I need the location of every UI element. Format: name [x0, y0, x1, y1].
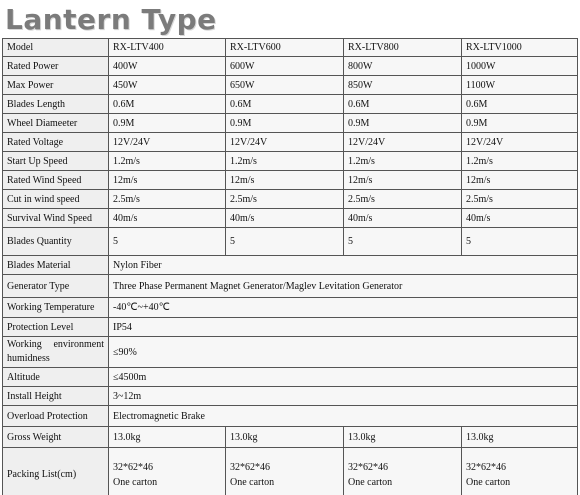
table-cell: 5 [226, 228, 344, 256]
table-row-gross-weight [3, 427, 578, 448]
table-row-shared [3, 275, 578, 298]
table-row-shared [3, 387, 578, 406]
model-name: RX-LTV600 [226, 39, 344, 57]
table-row [3, 133, 578, 152]
table-row [3, 228, 578, 256]
table-cell: 1.2m/s [462, 152, 578, 171]
row-label: Working Temperature [3, 298, 109, 318]
packing-cell [226, 448, 344, 495]
table-cell: 12m/s [344, 171, 462, 190]
table-row-model [3, 39, 578, 57]
table-cell: 1.2m/s [344, 152, 462, 171]
table-cell: 13.0kg [109, 427, 226, 448]
row-label: Rated Wind Speed [3, 171, 109, 190]
table-cell: 2.5m/s [344, 190, 462, 209]
row-label: Start Up Speed [3, 152, 109, 171]
table-cell: 400W [109, 57, 226, 76]
table-row-packing [3, 448, 578, 495]
packing-cell [109, 448, 226, 495]
table-row-shared [3, 337, 578, 368]
table-cell: 13.0kg [344, 427, 462, 448]
model-name: RX-LTV1000 [462, 39, 578, 57]
table-cell: 5 [462, 228, 578, 256]
table-cell: 40m/s [109, 209, 226, 228]
shared-value: Nylon Fiber [109, 256, 578, 275]
shared-value: Electromagnetic Brake [109, 406, 578, 427]
table-cell: 40m/s [226, 209, 344, 228]
table-cell: 450W [109, 76, 226, 95]
table-row-shared [3, 406, 578, 427]
packing-carton: One carton [113, 476, 158, 488]
table-cell: 1100W [462, 76, 578, 95]
packing-dims: 32*62*46 [348, 461, 388, 473]
table-row [3, 152, 578, 171]
row-label: Wheel Diameeter [3, 114, 109, 133]
table-cell: 40m/s [344, 209, 462, 228]
table-cell: 650W [226, 76, 344, 95]
packing-carton: One carton [466, 476, 511, 488]
row-label: Install Height [3, 387, 109, 406]
table-cell: 850W [344, 76, 462, 95]
model-name: RX-LTV800 [344, 39, 462, 57]
table-cell: 800W [344, 57, 462, 76]
packing-dims: 32*62*46 [230, 461, 270, 473]
table-cell: 12V/24V [462, 133, 578, 152]
packing-carton: One carton [230, 476, 275, 488]
table-row [3, 209, 578, 228]
table-row [3, 57, 578, 76]
row-label: Model [3, 39, 109, 57]
table-cell: 0.9M [109, 114, 226, 133]
shared-value: Three Phase Permanent Magnet Generator/Maglev Levitation Generator [109, 275, 578, 298]
row-label: Rated Power [3, 57, 109, 76]
table-row [3, 114, 578, 133]
table-cell: 0.9M [462, 114, 578, 133]
table-cell: 13.0kg [226, 427, 344, 448]
table-cell: 13.0kg [462, 427, 578, 448]
table-cell: 2.5m/s [462, 190, 578, 209]
row-label: Blades Material [3, 256, 109, 275]
row-label: Overload Protection [3, 406, 109, 427]
table-cell: 12m/s [109, 171, 226, 190]
packing-dims: 32*62*46 [466, 461, 506, 473]
page-title: Lantern Type [5, 3, 217, 36]
table-cell: 12V/24V [226, 133, 344, 152]
table-cell: 12V/24V [344, 133, 462, 152]
shared-value: -40℃~+40℃ [109, 298, 578, 318]
row-label: Protection Level [3, 318, 109, 337]
table-cell: 1.2m/s [226, 152, 344, 171]
table-cell: 0.9M [344, 114, 462, 133]
table-row-shared [3, 318, 578, 337]
row-label: Max Power [3, 76, 109, 95]
row-label: Generator Type [3, 275, 109, 298]
table-row-shared [3, 298, 578, 318]
table-row [3, 171, 578, 190]
packing-cell [344, 448, 462, 495]
row-label: Blades Quantity [3, 228, 109, 256]
row-label: Altitude [3, 368, 109, 387]
table-cell: 2.5m/s [226, 190, 344, 209]
shared-value: ≤4500m [109, 368, 578, 387]
table-cell: 12m/s [226, 171, 344, 190]
table-cell: 0.6M [344, 95, 462, 114]
table-row-shared [3, 256, 578, 275]
row-label: Cut in wind speed [3, 190, 109, 209]
shared-value: IP54 [109, 318, 578, 337]
row-label: Working environment humidness [3, 337, 109, 368]
row-label: Survival Wind Speed [3, 209, 109, 228]
table-cell: 0.6M [109, 95, 226, 114]
spec-table [2, 38, 578, 495]
packing-carton: One carton [348, 476, 393, 488]
table-cell: 0.6M [462, 95, 578, 114]
table-row [3, 190, 578, 209]
table-cell: 1.2m/s [109, 152, 226, 171]
table-cell: 600W [226, 57, 344, 76]
table-cell: 2.5m/s [109, 190, 226, 209]
packing-cell [462, 448, 578, 495]
table-cell: 12V/24V [109, 133, 226, 152]
table-cell: 1000W [462, 57, 578, 76]
table-cell: 0.6M [226, 95, 344, 114]
row-label: Gross Weight [3, 427, 109, 448]
table-cell: 12m/s [462, 171, 578, 190]
table-row [3, 76, 578, 95]
shared-value: 3~12m [109, 387, 578, 406]
row-label: Packing List(cm) [3, 448, 109, 495]
table-row [3, 95, 578, 114]
shared-value: ≤90% [109, 337, 578, 368]
row-label: Blades Length [3, 95, 109, 114]
table-cell: 0.9M [226, 114, 344, 133]
table-row-shared [3, 368, 578, 387]
table-cell: 40m/s [462, 209, 578, 228]
packing-dims: 32*62*46 [113, 461, 153, 473]
table-cell: 5 [344, 228, 462, 256]
row-label: Rated Voltage [3, 133, 109, 152]
model-name: RX-LTV400 [109, 39, 226, 57]
table-cell: 5 [109, 228, 226, 256]
